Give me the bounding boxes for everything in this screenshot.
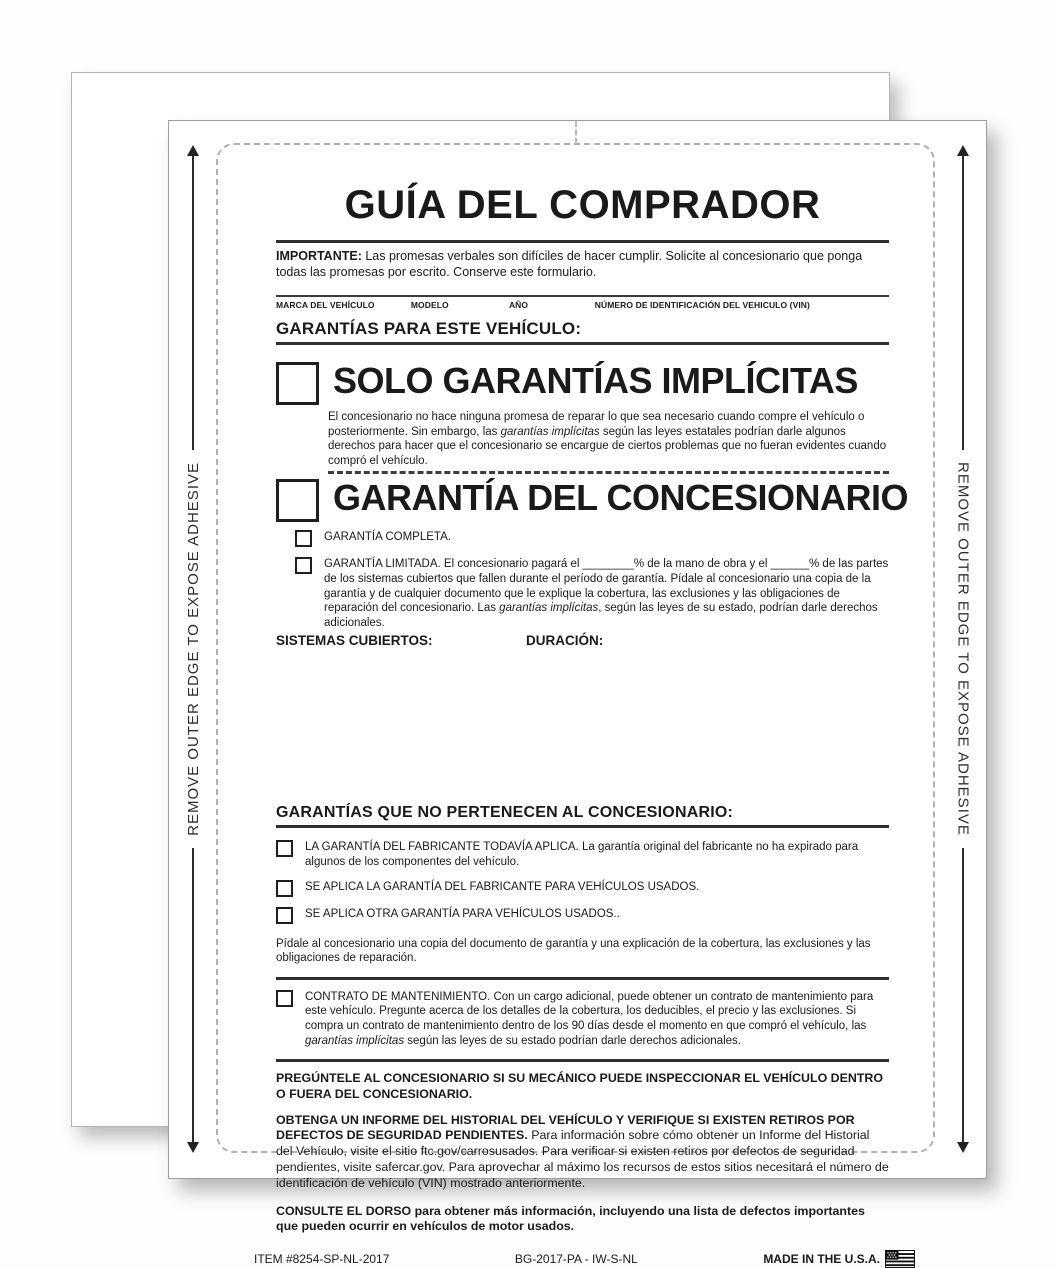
text-run: CONTRATO DE MANTENIMIENTO. Con un cargo adicional, puede obtener un contrato de mantenimiento para este vehículo. Pregunte acerca de los detalles de la cobertura, los deducibles, el precio y las exclusiones. Si compra un contrato de mantenimiento dentro de los 90 días desde el momento en que compró el vehículo, las xyxy=(305,990,874,1032)
text-run-italic: garantías implícitas xyxy=(305,1034,405,1047)
implied-warranties-section xyxy=(276,362,889,405)
dealer-warranty-title: GARANTÍA DEL CONCESIONARIO xyxy=(333,477,909,519)
other-used-warranty-label: SE APLICA OTRA GARANTÍA PARA VEHÍCULOS USADOS.. xyxy=(305,907,620,920)
divider xyxy=(276,977,889,980)
text-run: para obtener más información, incluyendo una lista de defectos importantes que pueden ocurrir en vehículos de motor usados. xyxy=(276,1203,865,1234)
text-run-italic: garantías implícitas xyxy=(500,425,600,438)
manufacturer-warranty-item xyxy=(276,840,889,869)
footer-item-number: ITEM #8254-SP-NL-2017 xyxy=(254,1252,390,1267)
vehicle-field-label-vin: NÚMERO DE IDENTIFICACIÓN DEL VEHICULO (VIN) xyxy=(594,300,810,310)
manufacturer-used-warranty-item xyxy=(276,880,889,897)
full-warranty-item xyxy=(295,530,889,547)
arrow-line xyxy=(192,156,194,450)
arrow-up-icon xyxy=(957,145,969,156)
implied-warranties-title: SOLO GARANTÍAS IMPLÍCITAS xyxy=(333,360,858,401)
vehicle-fields-row xyxy=(276,295,889,310)
footer-form-code: BG-2017-PA - IW-S-NL xyxy=(514,1252,638,1267)
history-rest: Para información sobre cómo obtener un Informe del Historial del Vehículo, visite el sitio ftc.gov/carrosusados. Para verificar si existen retiros por defectos de seguridad pendientes, visite safercar.gov. Para aprovechar al máximo los recursos de estos sitios necesitará el número de identificación de vehículo (VIN) mostrado anteriormente. xyxy=(276,1128,889,1190)
buyers-guide-sheet xyxy=(168,120,987,1267)
text-run-italic: garantías implícitas xyxy=(499,602,599,615)
important-notice xyxy=(276,248,889,280)
manufacturer-used-warranty-label: SE APLICA LA GARANTÍA DEL FABRICANTE PARA VEHÍCULOS USADOS. xyxy=(305,880,700,893)
arrow-line xyxy=(192,848,194,1142)
footer-made-in xyxy=(763,1250,915,1268)
vehicle-field-label-make: MARCA DEL VEHÍCULO xyxy=(276,300,375,310)
form-content xyxy=(254,121,909,1268)
made-in-label: MADE IN THE U.S.A. xyxy=(763,1252,880,1267)
full-warranty-checkbox[interactable] xyxy=(295,530,312,547)
divider xyxy=(276,825,889,828)
systems-duration-row xyxy=(276,633,889,648)
page-title: GUÍA DEL COMPRADOR xyxy=(344,183,821,227)
manufacturer-warranty-checkbox[interactable] xyxy=(276,840,293,857)
implied-warranties-text xyxy=(328,410,888,468)
text-run: LA GARANTÍA DEL FABRICANTE TODAVÍA APLICA. xyxy=(305,841,579,854)
full-warranty-label: GARANTÍA COMPLETA. xyxy=(324,531,451,544)
service-contract-checkbox[interactable] xyxy=(276,990,293,1007)
service-contract-text xyxy=(305,990,889,1048)
labor-percent-blank[interactable]: ________ xyxy=(582,558,634,571)
limited-warranty-checkbox[interactable] xyxy=(295,557,312,574)
adhesive-arrow-left xyxy=(178,145,208,1153)
limited-warranty-item xyxy=(295,557,889,630)
divider xyxy=(276,240,889,243)
divider xyxy=(276,342,889,345)
arrow-line xyxy=(962,156,964,450)
implied-warranties-checkbox[interactable] xyxy=(276,362,319,405)
arrow-down-icon xyxy=(187,1142,199,1153)
manufacturer-warranty-text xyxy=(305,840,889,869)
text-run: El concesionario no hace ninguna promesa de reparar lo que sea necesario cuando compre el vehículo o posteriormente. Sin embargo, las xyxy=(328,411,865,438)
us-flag-icon xyxy=(885,1250,915,1268)
text-run: , según las leyes de su estado, podrían darle derechos adicionales. xyxy=(324,602,878,629)
see-back-notice xyxy=(276,1204,889,1236)
limited-warranty-text xyxy=(324,557,889,630)
arrow-line xyxy=(962,848,964,1142)
vehicle-field-label-year: AÑO xyxy=(508,300,529,310)
important-lead: IMPORTANTE: xyxy=(276,249,362,263)
inspection-notice: PREGÚNTELE AL CONCESIONARIO SI SU MECÁNICO PUEDE INSPECCIONAR EL VEHÍCULO DENTRO O FUERA DEL CONCESIONARIO. xyxy=(276,1071,883,1101)
adhesive-arrow-right xyxy=(948,145,978,1153)
text-run: % de las partes de los sistemas cubiertos que fallen durante el período de garantía. Pídale al concesionario una copia de la garantía y de cualquier documento que le explique la cobertura, las exclusiones y las obligaciones de reparación del concesionario. Las xyxy=(324,558,889,615)
manufacturer-used-warranty-checkbox[interactable] xyxy=(276,880,293,897)
arrow-up-icon xyxy=(187,145,199,156)
text-run: según las leyes de su estado podrían darle derechos adicionales. xyxy=(404,1034,741,1047)
history-lead: OBTENGA UN INFORME DEL HISTORIAL DEL VEHÍCULO Y VERIFIQUE SI EXISTEN RETIROS POR DEFECTOS DE SEGURIDAD PENDIENTES. xyxy=(276,1112,855,1143)
text-run: % de la mano de obra y el xyxy=(633,558,771,571)
service-contract-row xyxy=(276,990,889,1048)
non-dealer-warranties-heading: GARANTÍAS QUE NO PERTENECEN AL CONCESIONARIO: xyxy=(276,804,734,822)
vehicle-history-notice xyxy=(276,1113,889,1192)
adhesive-edge-label-right: REMOVE OUTER EDGE TO EXPOSE ADHESIVE xyxy=(954,462,972,836)
important-text: Las promesas verbales son difíciles de hacer cumplir. Solicite al concesionario que ponga todas las promesas por escrito. Conserve este formulario. xyxy=(276,249,863,279)
covered-systems-writein-area[interactable] xyxy=(276,648,889,795)
adhesive-edge-label-left: REMOVE OUTER EDGE TO EXPOSE ADHESIVE xyxy=(184,462,202,836)
ask-copy-text: Pídale al concesionario una copia del documento de garantía y una explicación de la cobertura, las exclusiones y las obligaciones de reparación. xyxy=(276,937,871,965)
parts-percent-blank[interactable]: ______ xyxy=(770,558,810,571)
text-run: GARANTÍA LIMITADA. El concesionario pagará el xyxy=(324,558,583,571)
dealer-warranty-section xyxy=(276,477,909,522)
dealer-warranty-checkbox[interactable] xyxy=(276,479,319,522)
divider xyxy=(276,1059,889,1062)
text-run: según las leyes estatales podrían darle algunos derechos para hacer que el concesionario se encargue de ciertos problemas que no fueran evidentes cuando compró el vehículo. xyxy=(328,425,887,467)
arrow-down-icon xyxy=(957,1142,969,1153)
vehicle-field-label-model: MODELO xyxy=(410,300,449,310)
dashed-divider xyxy=(328,471,889,474)
service-contract-item xyxy=(276,990,889,1048)
text-run: CONSULTE EL DORSO xyxy=(276,1203,412,1218)
text-run: La garantía original del fabricante no ha expirado para algunos de los componentes del vehículo. xyxy=(305,841,859,868)
systems-covered-label: SISTEMAS CUBIERTOS: xyxy=(276,633,433,649)
other-used-warranty-checkbox[interactable] xyxy=(276,907,293,924)
warranties-heading: GARANTÍAS PARA ESTE VEHÍCULO: xyxy=(276,319,582,338)
other-used-warranty-item xyxy=(276,907,889,924)
footer-row xyxy=(254,1250,915,1268)
duration-label: DURACIÓN: xyxy=(526,633,604,649)
